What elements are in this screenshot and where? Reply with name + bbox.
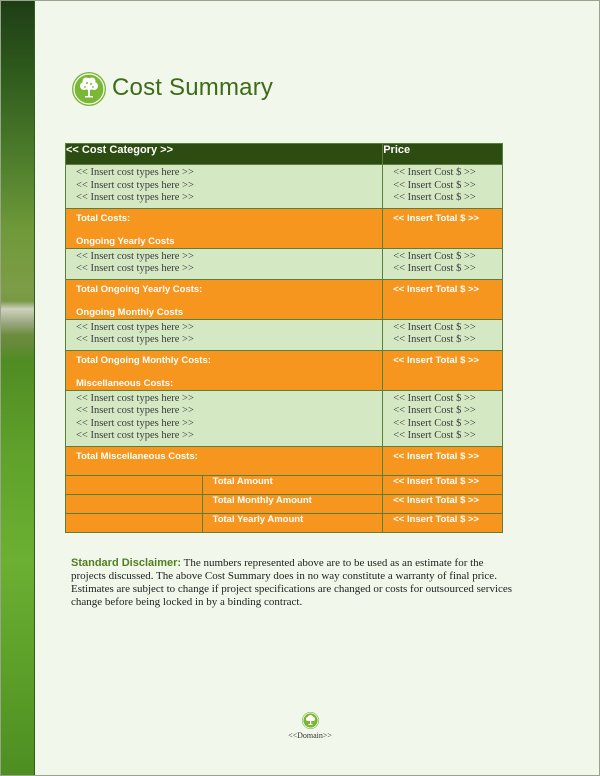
cost-type-line: << Insert cost types here >> xyxy=(76,392,194,404)
cost-lines-row xyxy=(66,390,503,446)
cost-type-line: << Insert cost types here >> xyxy=(76,405,194,416)
summary-value: << Insert Total $ >> xyxy=(383,513,503,532)
tree-logo-icon xyxy=(302,712,319,729)
cost-table xyxy=(65,143,503,533)
section-total-value: << Insert Total $ >> xyxy=(393,354,480,366)
summary-label: Total Monthly Amount xyxy=(202,494,383,513)
section-total-value: << Insert Total $ >> xyxy=(393,450,480,462)
section-heading: Ongoing Yearly Costs xyxy=(76,235,175,247)
cost-type-line: << Insert cost types here >> xyxy=(76,263,194,274)
summary-label: Total Amount xyxy=(202,475,383,494)
section-heading: Ongoing Monthly Costs xyxy=(76,306,184,318)
cost-type-line: << Insert cost types here >> xyxy=(76,417,194,429)
section-total-label: Total Ongoing Yearly Costs: xyxy=(76,283,203,295)
disclaimer-lead: Standard Disclaimer: xyxy=(71,557,182,569)
cost-value-line: << Insert Cost $ >> xyxy=(393,192,476,203)
page-title: Cost Summary xyxy=(112,74,274,101)
cost-value-line: << Insert Cost $ >> xyxy=(393,334,476,345)
section-total-row xyxy=(66,446,503,475)
cost-type-line: << Insert cost types here >> xyxy=(76,179,194,191)
section-total-label: Total Costs: xyxy=(76,212,131,224)
disclaimer xyxy=(71,557,516,609)
cost-lines-row xyxy=(66,248,503,279)
summary-row xyxy=(66,513,503,532)
column-header-price: Price xyxy=(383,144,503,165)
cost-type-line: << Insert cost types here >> xyxy=(76,334,194,345)
cost-type-line: << Insert cost types here >> xyxy=(76,321,194,333)
cost-value-line: << Insert Cost $ >> xyxy=(393,417,476,429)
section-total-row xyxy=(66,279,503,319)
cost-lines-row xyxy=(66,319,503,350)
section-heading: Miscellaneous Costs: xyxy=(76,377,174,389)
footer-domain: <<Domain>> xyxy=(288,731,332,740)
summary-row xyxy=(66,475,503,494)
cost-lines-row xyxy=(66,165,503,209)
summary-label: Total Yearly Amount xyxy=(202,513,383,532)
column-header-category: << Cost Category >> xyxy=(66,144,383,165)
section-total-value: << Insert Total $ >> xyxy=(393,283,480,295)
cost-type-line: << Insert cost types here >> xyxy=(76,192,194,203)
disclaimer-text: The numbers represented above are to be used as an estimate for the projects discussed. The above Cost Summary does in no way constitute a warranty of final price. Estimates are subject to change if project specifications are changed or costs for outsourced services change before being locked in by a binding contract. xyxy=(71,557,513,608)
section-total-label: Total Miscellaneous Costs: xyxy=(76,450,198,462)
section-total-row xyxy=(66,208,503,248)
cost-value-line: << Insert Cost $ >> xyxy=(393,263,476,274)
table-header-row xyxy=(66,144,503,165)
cost-value-line: << Insert Cost $ >> xyxy=(393,405,476,416)
cost-value-line: << Insert Cost $ >> xyxy=(393,250,476,262)
cost-value-line: << Insert Cost $ >> xyxy=(393,430,476,441)
cost-type-line: << Insert cost types here >> xyxy=(76,250,194,262)
cost-value-line: << Insert Cost $ >> xyxy=(393,179,476,191)
cost-value-line: << Insert Cost $ >> xyxy=(393,321,476,333)
section-total-value: << Insert Total $ >> xyxy=(393,212,480,224)
summary-row xyxy=(66,494,503,513)
tree-logo-icon xyxy=(72,72,106,106)
summary-value: << Insert Total $ >> xyxy=(383,494,503,513)
cost-type-line: << Insert cost types here >> xyxy=(76,167,194,178)
summary-value: << Insert Total $ >> xyxy=(383,475,503,494)
section-total-label: Total Ongoing Monthly Costs: xyxy=(76,354,211,366)
cost-value-line: << Insert Cost $ >> xyxy=(393,392,476,404)
cost-type-line: << Insert cost types here >> xyxy=(76,430,194,441)
cost-value-line: << Insert Cost $ >> xyxy=(393,167,476,178)
grass-side-image xyxy=(1,1,35,775)
section-total-row xyxy=(66,350,503,390)
